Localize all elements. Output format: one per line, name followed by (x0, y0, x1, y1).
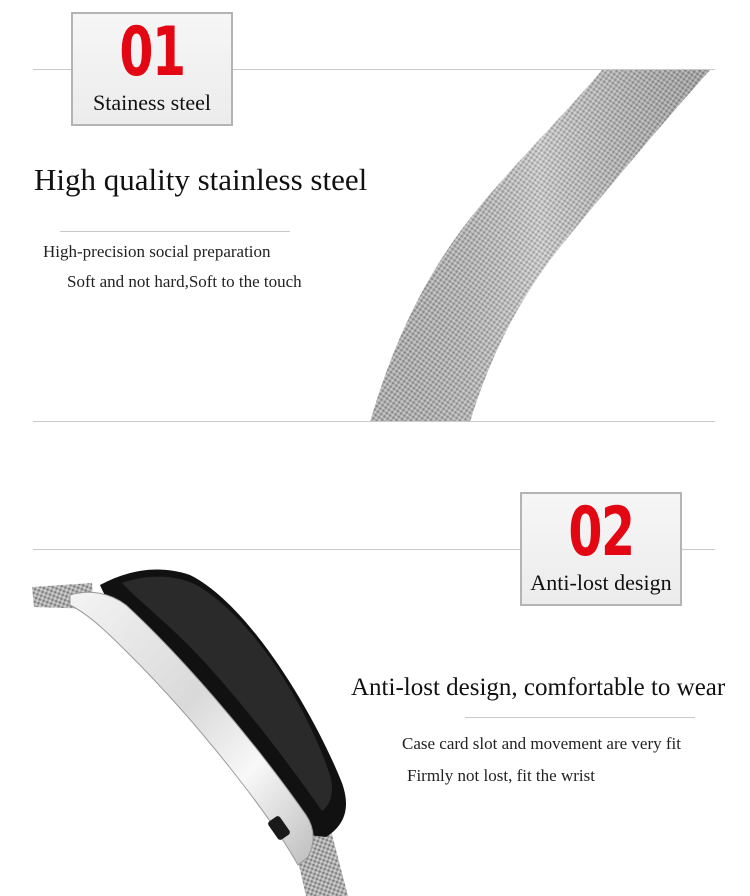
mesh-band-image (360, 66, 720, 426)
section2-line-2: Firmly not lost, fit the wrist (407, 766, 595, 785)
section1-line-2: Soft and not hard,Soft to the touch (67, 272, 302, 291)
section2-number: 02 (568, 493, 634, 572)
section1-headline: High quality stainless steel (34, 162, 368, 197)
section2-headline-underline (465, 717, 695, 718)
section1-number: 01 (119, 13, 185, 92)
section1-line-1: High-precision social preparation (43, 242, 271, 261)
section1-badge (71, 12, 233, 126)
section2-headline: Anti-lost design, comfortable to wear (351, 674, 726, 701)
section2-badge (520, 492, 682, 606)
section1-bottom-rule (33, 421, 715, 422)
section2-line-1: Case card slot and movement are very fit (402, 734, 681, 753)
section2-badge-label: Anti-lost design (530, 570, 672, 595)
tracker-band-image (30, 565, 355, 896)
section1-headline-underline (60, 231, 290, 232)
section1-badge-label: Stainess steel (93, 90, 211, 115)
